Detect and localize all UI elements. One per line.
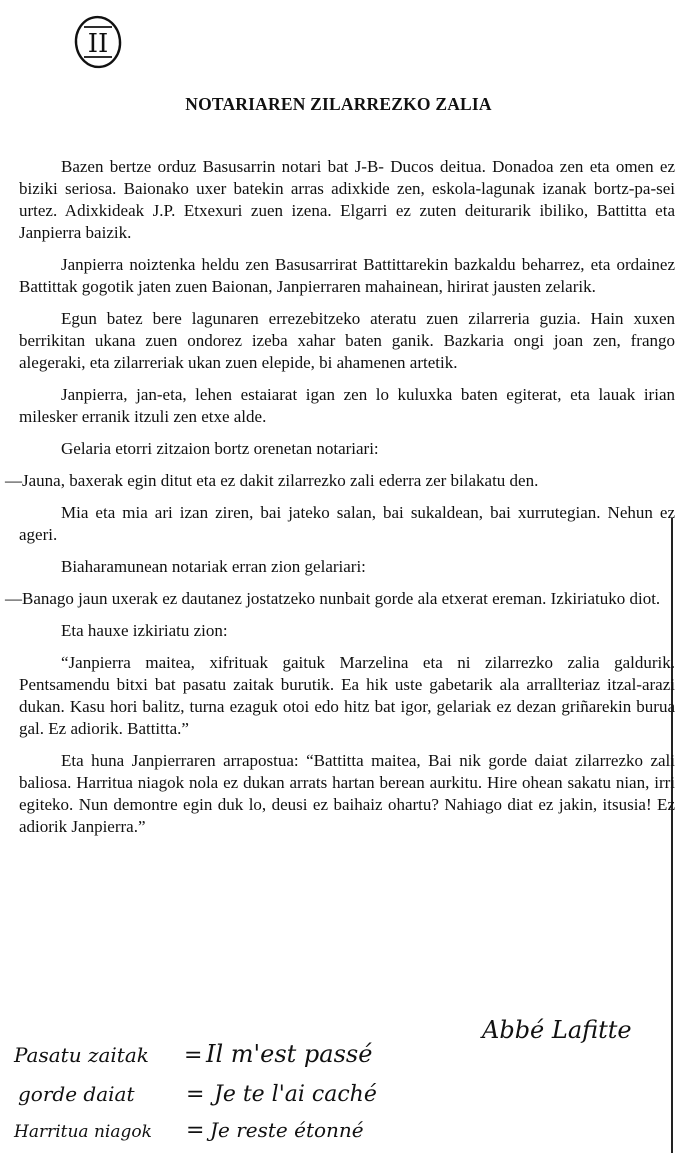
dialog-paragraph: —Jauna, baxerak egin ditut eta ez dakit zilarrezko zali ederra zer bilakatu den. — [5, 471, 539, 490]
note-basque: Harritua niagok — [14, 1122, 152, 1142]
note-equals: = — [184, 1043, 203, 1068]
reply-paragraph: Eta huna Janpierraren arrapostua: “Battitta maitea, Bai nik gorde daiat zilarrezko zali baliosa. Harritua niagok nola ez dukan arrats hartan berean aurkitu. Hire ohean sakatu nian, irri egiteko. Nun demontre egin duk lo, deusi ez baihaiz ohartu? Nahiago diat ez jakin, itsusia! Ez adiorik Janpierra.” — [19, 751, 675, 836]
handwritten-note — [14, 1075, 494, 1115]
paragraph: Janpierra, jan-eta, lehen estaiarat igan zen lo kuluxka baten egiterat, eta lauak irian milesker erranik itzuli zen etxe alde. — [19, 385, 675, 426]
handwritten-signature — [478, 1004, 648, 1052]
page-title: NOTARIAREN ZILARREZKO ZALIA — [185, 94, 492, 114]
note-french: Il m'est passé — [206, 1040, 373, 1068]
note-french: Je te l'ai caché — [214, 1082, 377, 1107]
paragraph: Janpierra noiztenka heldu zen Basusarrirat Battittarekin bazkaldu beharrez, eta ordainez Battittak gogotik jaten zuen Baionan, Janpierraren mahainean, hirirat jausten zelarik. — [19, 255, 675, 296]
note-basque: Pasatu zaitak — [14, 1043, 149, 1067]
note-basque: gorde daiat — [18, 1082, 135, 1106]
paragraph: Biaharamunean notariak erran zion gelariari: — [61, 557, 366, 576]
paragraph: Mia eta mia ari izan ziren, bai jateko salan, bai sukaldean, bai xurrutegian. Nehun ez ageri. — [19, 503, 675, 544]
dialog-paragraph: —Banago jaun uxerak ez dautanez jostatzeko nunbait gorde ala etxerat ereman. Izkiriatuko diot. — [5, 589, 661, 608]
note-equals: = — [186, 1118, 205, 1143]
paragraph: Gelaria etorri zitzaion bortz orenetan notariari: — [61, 439, 379, 458]
circled-page-number-icon — [72, 14, 124, 70]
handwritten-note — [14, 1113, 494, 1153]
body-text — [5, 156, 675, 848]
handwritten-note — [14, 1035, 494, 1075]
paragraph: Bazen bertze orduz Basusarrin notari bat J-B- Ducos deitua. Donadoa zen eta omen ez biziki seriosa. Baionako uxer batekin arras adixkide zen, eskola-lagunak izanak bortz-pa-sei urtez. Adixkideak J.P. Etxexuri zuen izena. Elgarri ez zuten deiturarik ibiliko, Battitta eta Janpierra baizik. — [19, 157, 675, 242]
note-french: Je reste étonné — [210, 1118, 364, 1142]
paragraph: Egun batez bere lagunaren errezebitzeko ateratu zuen zilarreria guzia. Hain xuxen berrikitan ukana zuen ondorez izeba xahar baten ganik. Bazkaria ongi joan zen, frango alegeraki, eta zilarreriak ukan zuen elepide, bi ahamenen artetik. — [19, 309, 675, 372]
page-number-stamp — [72, 14, 124, 70]
letter-paragraph: “Janpierra maitea, xifrituak gaituk Marzelina eta ni zilarrezko zalia galdurik. Pentsamendu bitxi bat pasatu zaitak burutik. Ea hik uste gabetarik ala arrallteriaz itzal-arazi dukan. Kasu hori balitz, turna ezaguk otoi edo hitz bat igor, gelariak ez dezan griñarekin burua gal. Ez adiorik. Battitta.” — [19, 653, 675, 738]
paragraph: Eta hauxe izkiriatu zion: — [61, 621, 228, 640]
note-equals: = — [186, 1082, 205, 1107]
page-number-text: II — [87, 29, 109, 59]
signature-text: Abbé Lafitte — [482, 1016, 632, 1044]
